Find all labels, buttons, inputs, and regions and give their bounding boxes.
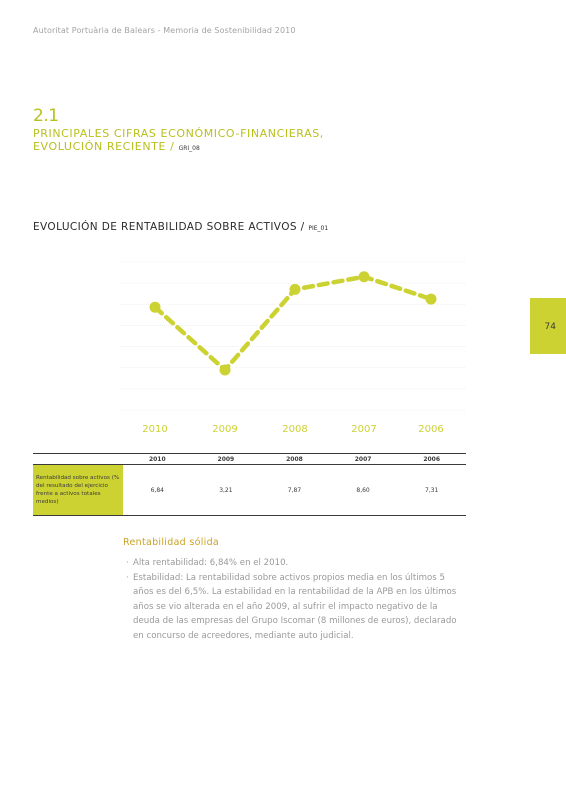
chart-series [150, 271, 437, 375]
x-tick-label: 2008 [282, 424, 308, 435]
table-header-cell: 2007 [329, 454, 398, 465]
table-header-row [33, 454, 466, 465]
data-point [359, 271, 370, 282]
list-item: · Estabilidad: La rentabilidad sobre activos propios media en los últimos 5 años es del 6,5%. La estabilidad en la rentabilidad de la APB en los últimos años se vio alterada en el año 2009, al sufrir el impacto negativo de la deuda de las empresas del Grupo Iscomar (8 millones de euros), declarado en concurso de acreedores, mediante auto judicial. [126, 571, 461, 644]
table-header-cell: 2008 [260, 454, 329, 465]
section-title-line1: PRINCIPALES CIFRAS ECONÓMICO-FINANCIERAS, [33, 127, 324, 140]
data-point [426, 294, 437, 305]
list-item: · Alta rentabilidad: 6,84% en el 2010. [126, 556, 461, 571]
x-tick-label: 2009 [212, 424, 238, 435]
chart-heading-text: EVOLUCIÓN DE RENTABILIDAD SOBRE ACTIVOS / [33, 221, 305, 233]
data-point [290, 284, 301, 295]
chart-heading-tag: PIE_01 [308, 225, 329, 232]
chart-x-ticks [142, 424, 443, 435]
section-tag: GRI_08 [178, 145, 200, 152]
table-header-cell: 2010 [123, 454, 192, 465]
table-cell: 7,31 [397, 465, 466, 516]
x-tick-label: 2007 [351, 424, 377, 435]
x-tick-label: 2006 [418, 424, 444, 435]
page-number: 74 [544, 322, 556, 332]
page-number-tab [530, 298, 566, 354]
highlight-heading: Rentabilidad sólida [123, 537, 220, 548]
highlight-list [126, 556, 461, 644]
table-cell: 8,60 [329, 465, 398, 516]
chart-grid [120, 262, 466, 410]
table-cell: 6,84 [123, 465, 192, 516]
section-title-line2-text: EVOLUCIÓN RECIENTE / [33, 140, 175, 153]
table-header-blank [33, 454, 123, 465]
section-number: 2.1 [33, 106, 59, 126]
running-header: Autoritat Portuària de Balears - Memoria de Sostenibilidad 2010 [33, 26, 296, 35]
data-table [33, 453, 466, 516]
table-header-cell: 2006 [397, 454, 466, 465]
table-row-label: Rentabilidad sobre activos (% del resultado del ejercicio frente a activos totales medios) [33, 465, 123, 516]
table-row [33, 465, 466, 516]
data-point [220, 365, 231, 376]
table-header-cell: 2009 [192, 454, 261, 465]
x-tick-label: 2010 [142, 424, 168, 435]
table-cell: 3,21 [192, 465, 261, 516]
table-cell: 7,87 [260, 465, 329, 516]
data-point [150, 302, 161, 313]
